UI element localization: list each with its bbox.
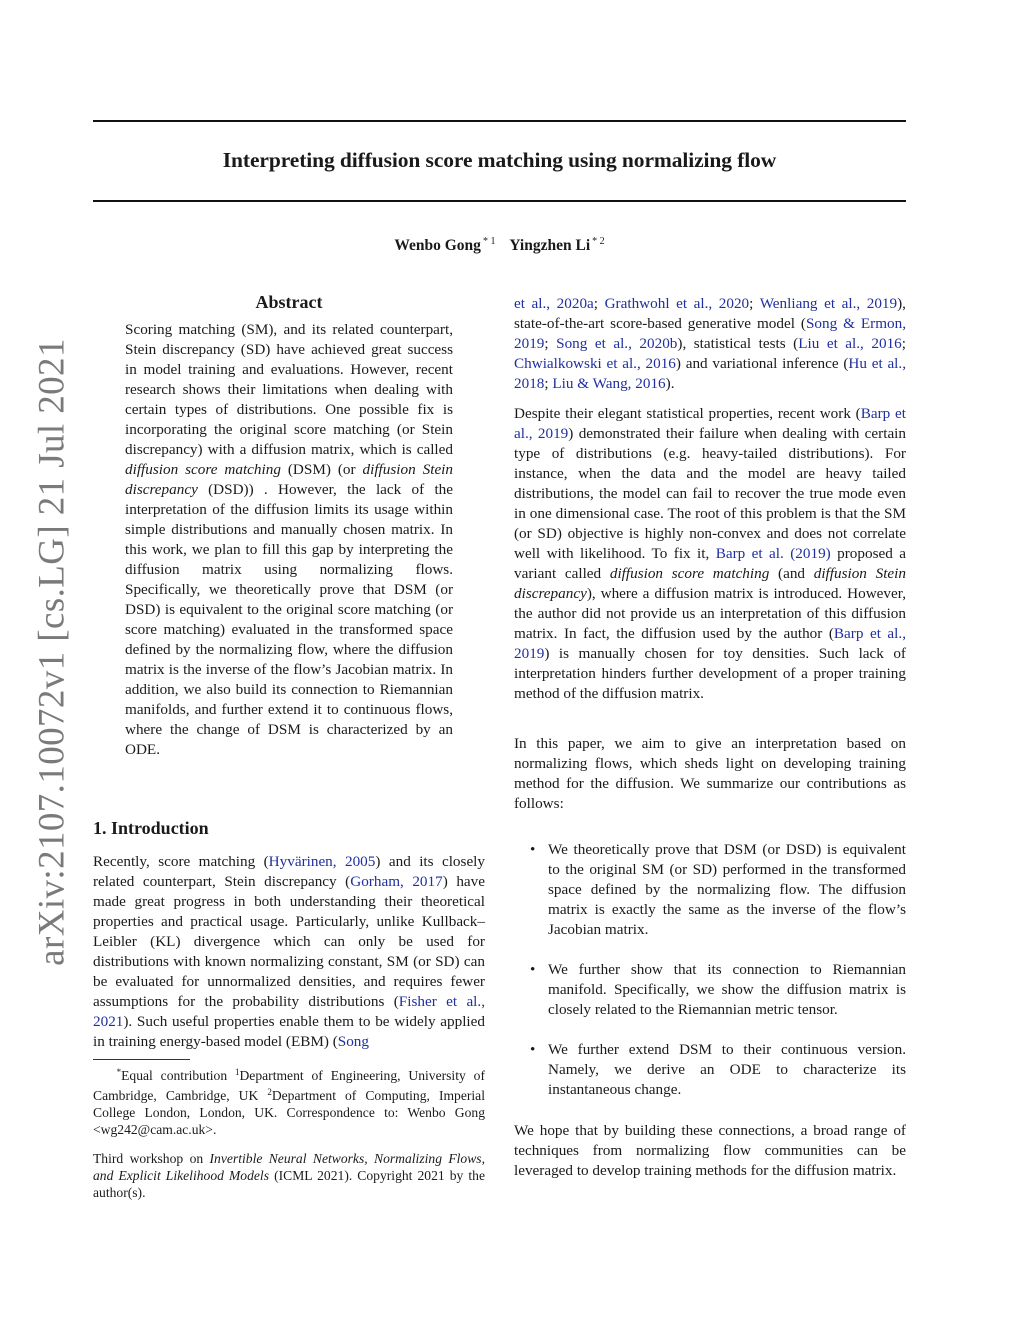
citation-link[interactable]: Song xyxy=(337,1033,369,1050)
right-paragraph-1: et al., 2020a; Grathwohl et al., 2020; Wenliang et al., 2019), state-of-the-art score-based generative model (Song & Ermon, 2019; Song et al., 2020b), statistical tests (Liu et al., 2016; Chwialkowski et al., 2016) and variational inference (Hu et al., 2018; Liu & Wang, 2016). xyxy=(514,295,906,392)
bullet-icon: • xyxy=(530,1041,536,1058)
citation-link[interactable]: Chwialkowski et al., 2016 xyxy=(514,355,676,372)
citation-link[interactable]: Hyvärinen, 2005 xyxy=(268,853,376,870)
top-rule xyxy=(93,120,906,122)
citation-link[interactable]: Hu et al., 2018 xyxy=(514,355,906,392)
footnote-affiliations: *Equal contribution $^1$Department of Engineering, University of Cambridge, Cambridge, UK $^2$Department of Computing, Imperial College London, London, UK. Correspondence to: Wenbo Gong <wg242@cam.ac.uk>. xyxy=(93,1067,485,1137)
paper-title: Interpreting diffusion score matching using normalizing flow xyxy=(222,148,777,172)
abstract-text: Scoring matching (SM), and its related counterpart, Stein discrepancy (SD) have achieved great success in model training and evaluations. However, recent research shows their limitations when dealing with certain types of distributions. One possible fix is incorporating the original score matching (or Stein discrepancy) with a diffusion matrix, which is called diffusion score matching (DSM) (or diffusion Stein discrepancy (DSD)) . However, the lack of the interpretation of the diffusion limits its usage within simple distributions and manually chosen matrix. In this work, we plan to fill this gap by interpreting the diffusion matrix using normalizing flows. Specifically, we theoretically prove that DSM (or DSD) is equivalent to the original score matching (or score matching) evaluated in the transformed space defined by the normalizing flow, where the diffusion matrix is the inverse of the flow’s Jacobian matrix. In addition, we also build its connection to Riemannian manifolds, and further extend it to continuous flows, where the change of DSM is characterized by an ODE. xyxy=(125,321,453,758)
bullet-icon: • xyxy=(530,841,536,858)
list-item: • We theoretically prove that DSM (or DSD) is equivalent to the original SM (or SD) performed in the transformed space defined by the normalizing flow. The diffusion matrix is exactly the same as the inverse of the flow’s Jacobian matrix. xyxy=(530,841,906,938)
citation-link[interactable]: Barp et al., 2019 xyxy=(514,405,907,442)
abstract-heading: Abstract xyxy=(255,292,323,312)
right-paragraph-4: We hope that by building these connections, a broad range of techniques from normalizing flow communities can be leveraged to develop training methods for the diffusion matrix. xyxy=(514,1122,906,1179)
footnote-copyright: Third workshop on Invertible Neural Networks, Normalizing Flows, and Explicit Likelihood Models (ICML 2021). Copyright 2021 by the author(s). xyxy=(93,1151,486,1200)
citation-link[interactable]: Grathwohl et al., 2020 xyxy=(604,295,750,312)
author-affiliation-mark: * 1 xyxy=(482,236,496,247)
footnotes xyxy=(93,1064,485,1213)
list-item: • We further show that its connection to Riemannian manifold. Specifically, we show the diffusion matrix is closely related to the Riemannian metric tensor. xyxy=(530,961,906,1018)
title-bottom-rule xyxy=(93,200,906,202)
right-paragraph-3: In this paper, we aim to give an interpretation based on normalizing flows, which sheds light on developing training method for the diffusion. We summarize our contributions as follows: xyxy=(514,735,906,812)
author-name: Yingzhen Li xyxy=(509,237,591,254)
citation-link[interactable]: Song et al., 2020b xyxy=(556,335,678,352)
citation-link[interactable]: Liu et al., 2016 xyxy=(798,335,902,352)
footnote-divider xyxy=(93,1059,190,1060)
intro-paragraph: Recently, score matching (Hyvärinen, 2005) and its closely related counterpart, Stein discrepancy (Gorham, 2017) have made great progress in both understanding their theoretical properties and practical usage. Particularly, unlike Kullback–Leibler (KL) divergence which can only be used for distributions with known normalizing constant, SM (or SD) can be evaluated for unnormalized densities, and requires fewer assumptions for the probability distributions (Fisher et al., 2021). Such useful properties enable them to be widely applied in training energy-based model (EBM) (Song xyxy=(93,853,485,1050)
citation-link[interactable]: Gorham, 2017 xyxy=(350,873,443,890)
author-affiliation-mark: * 2 xyxy=(592,236,605,247)
author-name: Wenbo Gong xyxy=(394,237,481,254)
citation-link[interactable]: Liu & Wang, 2016 xyxy=(552,375,666,392)
contribution-list xyxy=(530,840,906,1120)
bullet-icon: • xyxy=(530,961,536,978)
citation-link[interactable]: Wenliang et al., 2019 xyxy=(759,295,898,312)
author-list xyxy=(93,236,906,255)
arxiv-side-label: arXiv:2107.10072v1 [cs.LG] 21 Jul 2021 xyxy=(31,338,73,966)
list-item: • We further extend DSM to their continuous version. Namely, we derive an ODE to characterize its instantaneous change. xyxy=(530,1041,906,1098)
citation-link[interactable]: Song & Ermon, 2019 xyxy=(514,315,906,352)
citation-link[interactable]: Barp et al. (2019) xyxy=(715,545,831,562)
citation-link[interactable]: Barp et al., 2019 xyxy=(514,625,906,662)
citation-link[interactable]: Fisher et al., 2021 xyxy=(93,993,485,1030)
citation-link[interactable]: et al., 2020a xyxy=(514,295,594,312)
right-paragraph-2: Despite their elegant statistical properties, recent work (Barp et al., 2019) demonstrated their failure when dealing with certain type of distributions (e.g. heavy-tailed distributions). For instance, when the data and the model are heavy tailed distributions, the model can fail to recover the true mode even in one dimensional case. The root of this problem is that the SM (or SD) objective is highly non-convex and does not correlate well with likelihood. To fix it, Barp et al. (2019) proposed a variant called diffusion score matching (and diffusion Stein discrepancy), where a diffusion matrix is introduced. However, the author did not provide us an interpretation of this diffusion matrix. In fact, the diffusion used by the author (Barp et al., 2019) is manually chosen for toy densities. Such lack of interpretation hinders further development of a proper training method of the diffusion matrix. xyxy=(514,405,907,702)
section-heading-introduction: 1. Introduction xyxy=(93,818,209,838)
